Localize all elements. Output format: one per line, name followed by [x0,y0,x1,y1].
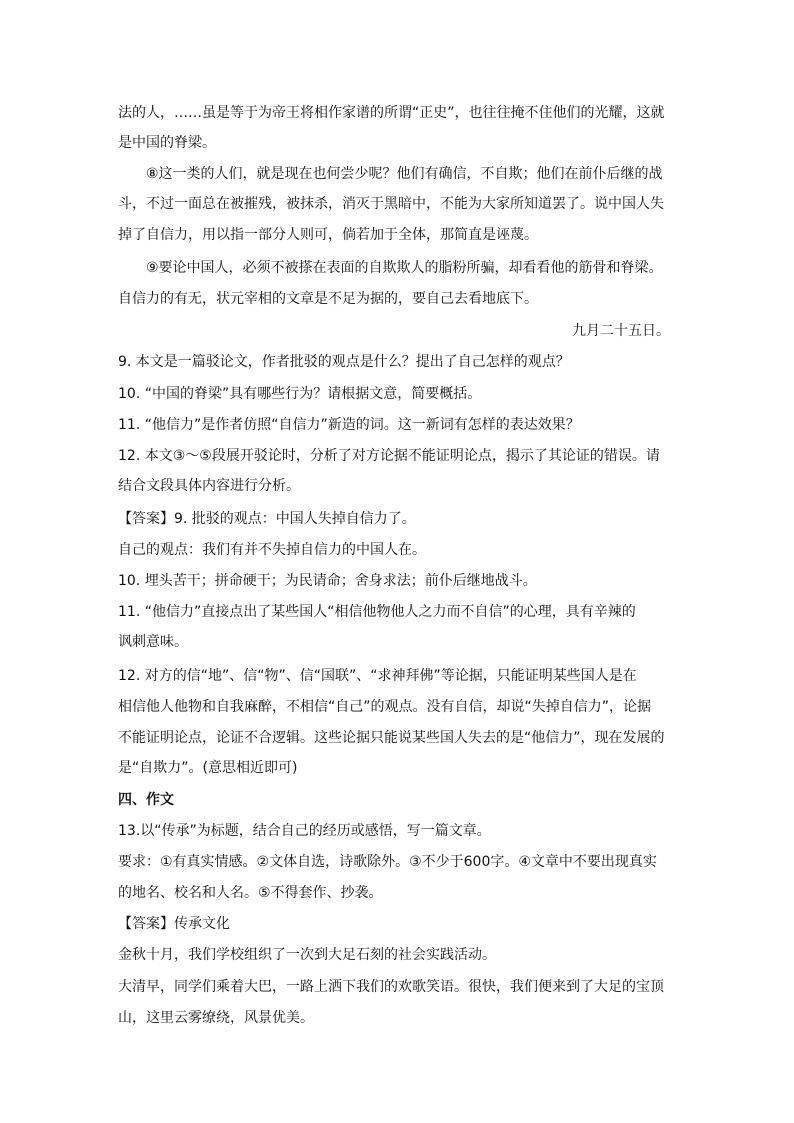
question-line: 12. 本文③～⑤段展开驳论时，分析了对方论据不能证明论点，揭示了其论证的错误。请 [118,448,660,464]
passage-line: ⑧这一类的人们，就是现在也何尝少呢？他们有确信，不自欺；他们在前仆后继的战 [146,166,663,182]
answer-line: 是“自欺力”。(意思相近即可) [118,760,298,776]
answer-line: 【答案】9. 批驳的观点：中国人失掉自信力了。 [118,511,416,527]
section-heading: 四、作文 [118,792,174,808]
essay-line: 山，这里云雾缭绕，风景优美。 [118,1010,314,1026]
passage-line: 自信力的有无，状元宰相的文章是不足为据的，要自己去看地底下。 [118,291,538,307]
passage-line: 是中国的脊梁。 [118,135,216,151]
passage-line: 掉了自信力，用以指一部分人则可，倘若加于全体，那简直是诬蔑。 [118,227,538,243]
question-line: 11. “他信力”是作者仿照“自信力”新造的词。这一新词有怎样的表达效果？ [118,417,580,433]
passage-date: 九月二十五日。 [572,323,670,339]
answer-line: 自己的观点：我们有并不失掉自信力的中国人在。 [118,542,426,558]
answer-line: 相信他人他物和自我麻醉，不相信“自己”的观点。没有自信，却说“失掉自信力”，论据 [118,699,652,715]
question-line: 13.以“传承”为标题，结合自己的经历或感悟，写一篇文章。 [118,823,491,839]
question-line: 9. 本文是一篇驳论文，作者批驳的观点是什么？提出了自己怎样的观点？ [118,354,570,370]
question-line: 10. “中国的脊梁”具有哪些行为？请根据文意，简要概括。 [118,386,482,402]
answer-line: 11. “他信力”直接点出了某些国人“相信他物他人之力而不自信”的心理，具有辛辣的 [118,604,636,620]
answer-line: 10. 埋头苦干；拼命硬干；为民请命；舍身求法；前仆后继地战斗。 [118,573,537,589]
essay-line: 金秋十月，我们学校组织了一次到大足石刻的社会实践活动。 [118,947,496,963]
requirement-line: 要求：①有真实情感。②文体自选，诗歌除外。③不少于600字。④文章中不要出现真实 [118,854,657,870]
question-line: 结合文段具体内容进行分析。 [118,478,300,494]
essay-line: 大清早，同学们乘着大巴，一路上洒下我们的欢歌笑语。很快，我们便来到了大足的宝顶 [118,979,664,995]
passage-line: 法的人，……虽是等于为帝王将相作家谱的所谓“正史”，也往往掩不住他们的光耀，这就 [118,105,665,121]
answer-line: 12. 对方的信“地”、信“物”、信“国联”、“求神拜佛”等论据，只能证明某些国人是在 [118,668,637,684]
answer-title: 【答案】传承文化 [118,916,230,932]
answer-line: 讽刺意味。 [118,634,188,650]
passage-line: 斗，不过一面总在被摧残，被抹杀，消灭于黑暗中，不能为大家所知道罢了。说中国人失 [118,196,664,212]
requirement-line: 的地名、校名和人名。⑤不得套作、抄袭。 [118,885,383,901]
answer-line: 不能证明论点，论证不合逻辑。这些论据只能说某些国人失去的是“他信力”，现在发展的 [118,730,665,746]
passage-line: ⑨要论中国人，必须不被搽在表面的自欺欺人的脂粉所骗，却看看他的筋骨和脊梁。 [146,260,663,276]
